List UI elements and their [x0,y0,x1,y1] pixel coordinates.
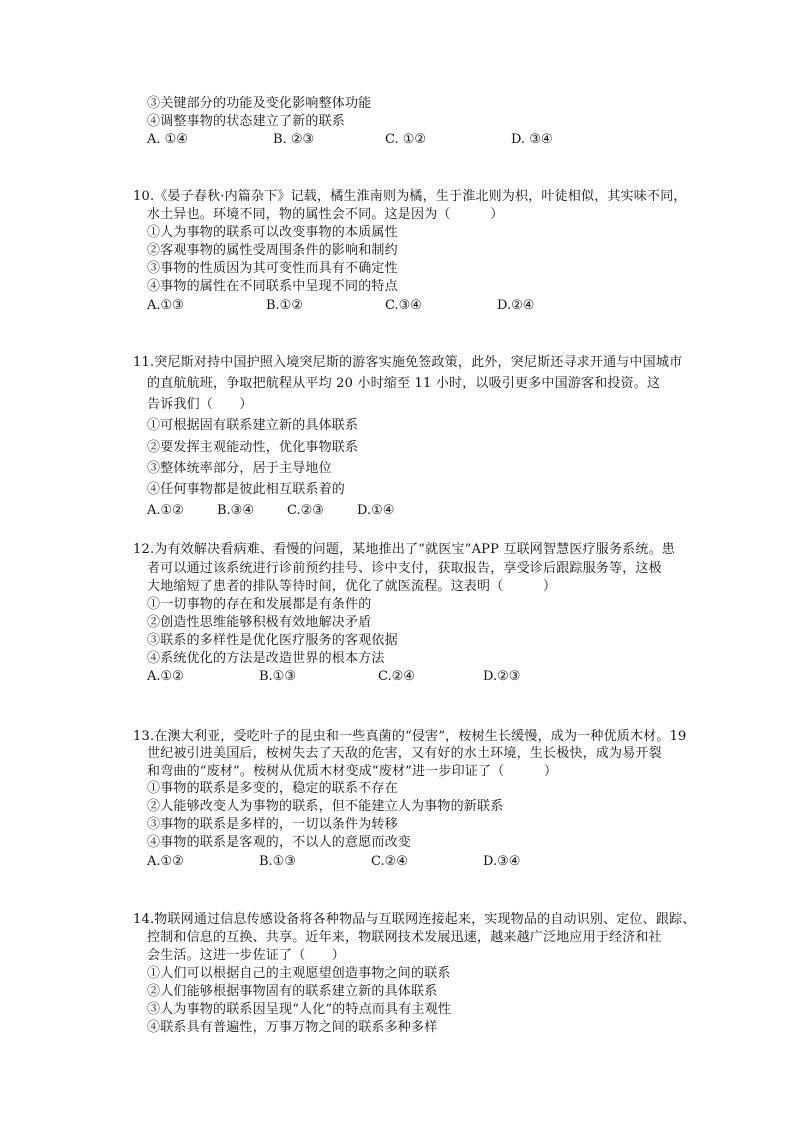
q10-option-b: B.①② [266,298,303,313]
q9-option-a: A. ①④ [147,132,188,147]
q11-item-3: ③整体统率部分，居于主导地位 [147,461,332,476]
q11-item-1: ①可根据固有联系建立新的具体联系 [147,418,359,433]
q11-item-2: ②要发挥主观能动性，优化事物联系 [147,440,359,455]
q12-option-b: B.①③ [259,669,296,684]
q13-stem-line-1: 13.在澳大利亚，受吃叶子的昆虫和一些真菌的“侵害”，桉树生长缓慢，成为一种优质木材。19 [133,729,687,744]
q12-option-c: C.②④ [378,669,415,684]
q13-option-c: C.②④ [371,854,408,869]
q9-item-4: ④调整事物的状态建立了新的联系 [147,114,346,129]
q12-option-d: D.②③ [483,669,521,684]
q10-item-1: ①人为事物的联系可以改变事物的本质属性 [147,225,398,240]
q9-option-c: C. ①② [385,132,427,147]
q14-item-4: ④联系具有普遍性，万事万物之间的联系多种多样 [147,1020,438,1035]
q14-stem-line-3: 会生活。这进一步佐证了（ ） [147,948,346,963]
q13-option-d: D.③④ [483,854,521,869]
q13-stem-line-2: 世纪被引进美国后，桉树失去了天敌的危害，又有好的水土环境，生长极快，成为易开裂 [147,746,662,761]
q9-option-b: B. ②③ [273,132,315,147]
q10-option-c: C.③④ [385,298,422,313]
q10-item-2: ②客观事物的属性受周围条件的影响和制约 [147,243,398,258]
q10-stem-line-1: 10.《晏子春秋·内篇杂下》记载，橘生淮南则为橘，生于淮北则为枳，叶徒相似，其实味不同， [133,189,687,204]
q12-stem-line-3: 大地缩短了患者的排队等待时间，优化了就医流程。这表明（ ） [147,579,557,594]
q12-item-3: ③联系的多样性是优化医疗服务的客观依据 [147,633,398,648]
q11-stem-line-2: 的直航航班，争取把航程从平均 20 小时缩至 11 小时，以吸引更多中国游客和投资。这 [147,376,661,391]
q13-option-a: A.①② [147,854,184,869]
q11-stem-line-3: 告诉我们（ ） [147,397,253,412]
q10-item-3: ③事物的性质因为其可变性而具有不确定性 [147,261,398,276]
q12-stem-line-1: 12.为有效解决看病难、看慢的问题，某地推出了“就医宝”APP 互联网智慧医疗服务系统。患 [133,542,675,557]
q12-stem-line-2: 者可以通过该系统进行诊前预约挂号、诊中支付，获取报告，享受诊后跟踪服务等，这极 [147,561,662,576]
q13-option-b: B.①③ [259,854,296,869]
q11-option-a: A.①② [147,503,184,518]
q9-item-3: ③关键部分的功能及变化影响整体功能 [147,96,372,111]
q13-item-2: ②人能够改变人为事物的联系，但不能建立人为事物的新联系 [147,799,504,814]
q13-stem-line-3: 和弯曲的“废材”。桉树从优质木材变成“废材”进一步印证了（ ） [147,764,558,779]
q10-stem-line-2: 水土异也。环境不同，物的属性会不同。这是因为（ ） [147,207,504,222]
q10-option-d: D.②④ [497,298,535,313]
q10-item-4: ④事物的属性在不同联系中呈现不同的特点 [147,279,398,294]
q11-stem-line-1: 11.突尼斯对持中国护照入境突尼斯的游客实施免签政策，此外，突尼斯还寻求开通与中国城市 [133,355,683,370]
q13-item-3: ③事物的联系是多样的，一切以条件为转移 [147,817,398,832]
q9-option-d: D. ③④ [511,132,553,147]
q12-item-1: ①一切事物的存在和发展都是有条件的 [147,597,372,612]
q11-item-4: ④任何事物都是彼此相互联系着的 [147,482,346,497]
q11-option-d: D.①④ [357,503,395,518]
q14-item-1: ①人们可以根据自己的主观愿望创造事物之间的联系 [147,966,451,981]
q12-item-4: ④系统优化的方法是改造世界的根本方法 [147,651,385,666]
q12-item-2: ②创造性思维能够积极有效地解决矛盾 [147,615,372,630]
q14-stem-line-1: 14.物联网通过信息传感设备将各种物品与互联网连接起来，实现物品的自动识别、定位、跟踪、 [133,912,696,927]
q11-option-b: B.③④ [217,503,254,518]
q11-option-c: C.②③ [287,503,324,518]
q13-item-1: ①事物的联系是多变的，稳定的联系不存在 [147,781,398,796]
q10-option-a: A.①③ [147,298,184,313]
q12-option-a: A.①② [147,669,184,684]
q14-stem-line-2: 控制和信息的互换、共享。近年来，物联网技术发展迅速，越来越广泛地应用于经济和社 [147,930,662,945]
q13-item-4: ④事物的联系是客观的，不以人的意愿而改变 [147,835,412,850]
q14-item-3: ③人为事物的联系因呈现“人化”的特点而具有主观性 [147,1002,452,1017]
q14-item-2: ②人们能够根据事物固有的联系建立新的具体联系 [147,984,438,999]
